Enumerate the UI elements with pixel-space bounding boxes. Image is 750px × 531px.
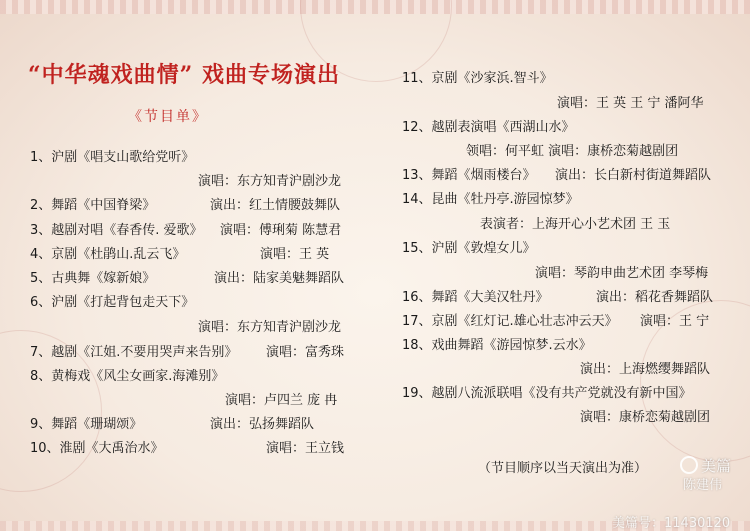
- program-credit: 演出：上海燃缨舞蹈队: [580, 362, 711, 377]
- watermark-logo: 美篇: [680, 455, 731, 476]
- program-credit: 演唱：富秀珠: [266, 345, 345, 360]
- program-credit: 演出：稻花香舞蹈队: [596, 290, 714, 305]
- program-item: 10、淮剧《大禹治水》: [30, 441, 164, 456]
- program-item: 18、戏曲舞蹈《游园惊梦.云水》: [402, 338, 592, 353]
- program-credit: 演唱：王 宁: [640, 314, 710, 329]
- program-credit: 演唱：傅琍菊 陈慧君: [220, 223, 342, 238]
- program-item: 15、沪剧《敦煌女儿》: [402, 241, 536, 256]
- program-credit: 演唱：东方知青沪剧沙龙: [198, 320, 342, 335]
- program-item: 9、舞蹈《珊瑚颂》: [30, 417, 143, 432]
- page-subtitle: 《节目单》: [128, 109, 208, 125]
- program-item: 1、沪剧《唱支山歌给党听》: [30, 150, 195, 165]
- program-item: 19、越剧八流派联唱《没有共产党就没有新中国》: [402, 386, 692, 401]
- meipian-logo-icon: [680, 456, 698, 474]
- program-credit: 演唱：王 英: [260, 247, 330, 262]
- program-credit: 领唱：何平虹 演唱：康桥恋菊越剧团: [466, 144, 679, 159]
- program-item: 5、古典舞《嫁新娘》: [30, 271, 156, 286]
- program-item: 14、昆曲《牡丹亭.游园惊梦》: [402, 192, 579, 207]
- order-note: （节目顺序以当天演出为准）: [478, 461, 648, 476]
- program-credit: 演出：陆家美魅舞蹈队: [214, 271, 345, 286]
- program-item: 7、越剧《江姐.不要用哭声来告别》: [30, 345, 238, 360]
- program-item: 17、京剧《红灯记.雄心壮志冲云天》: [402, 314, 618, 329]
- program-credit: 演出：长白新村街道舞蹈队: [555, 168, 712, 183]
- program-credit: 演出：红土情腰鼓舞队: [210, 198, 341, 213]
- watermark-id: 美篇号：11430120: [612, 516, 731, 531]
- program-item: 11、京剧《沙家浜.智斗》: [402, 71, 553, 86]
- program-item: 12、越剧表演唱《西湖山水》: [402, 120, 575, 135]
- program-credit: 演出：弘扬舞蹈队: [210, 417, 315, 432]
- page-title: “中华魂戏曲情” 戏曲专场演出: [28, 62, 340, 88]
- program-item: 2、舞蹈《中国脊梁》: [30, 198, 156, 213]
- program-item: 3、越剧对唱《春香传. 爱歌》: [30, 223, 203, 238]
- program-item: 13、舞蹈《烟雨楼台》: [402, 168, 536, 183]
- watermark-user: 陈建伟: [683, 478, 723, 493]
- program-credit: 演唱：康桥恋菊越剧团: [580, 410, 711, 425]
- program-item: 6、沪剧《打起背包走天下》: [30, 295, 195, 310]
- program-item: 4、京剧《杜鹃山.乱云飞》: [30, 247, 186, 262]
- program-credit: 演唱：王立钱: [266, 441, 345, 456]
- program-credit: 表演者：上海开心小艺术团 王 玉: [480, 217, 671, 232]
- program-credit: 演唱：卢四兰 庞 冉: [225, 393, 338, 408]
- program-item: 8、黄梅戏《风尘女画家.海滩别》: [30, 369, 225, 384]
- program-item: 16、舞蹈《大美汉牡丹》: [402, 290, 549, 305]
- program-credit: 演唱：王 英 王 宁 潘阿华: [557, 96, 704, 111]
- program-credit: 演唱：东方知青沪剧沙龙: [198, 174, 342, 189]
- program-credit: 演唱：琴韵申曲艺术团 李琴梅: [535, 266, 709, 281]
